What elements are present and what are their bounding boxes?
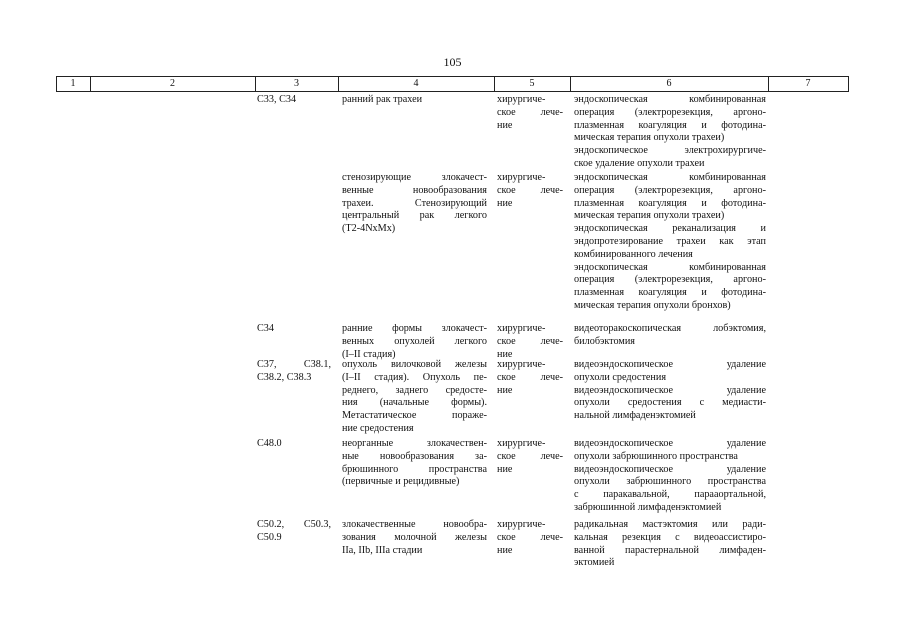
text-line: забрюшинной лимфаденэктомией xyxy=(574,501,722,513)
text-line: ское лече- xyxy=(497,184,563,196)
text-line: эндоскопическая комбинированная xyxy=(574,261,766,273)
text-line: C50.2, C50.3, xyxy=(257,519,331,530)
method-cell xyxy=(574,323,766,349)
text-line: (I–II стадия). Опухоль пе- xyxy=(342,371,487,383)
text-line: хирургиче- xyxy=(497,438,546,449)
text-line: опухоли забрюшинного пространства xyxy=(574,450,738,462)
text-line: кальная резекция с видеоассистиро- xyxy=(574,531,766,543)
column-header-7: 7 xyxy=(805,78,811,89)
text-line: ское лече- xyxy=(497,371,563,383)
text-line: (I–II стадия) xyxy=(342,348,396,360)
treatment-cell xyxy=(497,172,563,210)
text-line: операция (электрорезекция, аргоно- xyxy=(574,184,766,196)
text-line: комбинированного лечения xyxy=(574,248,693,260)
treatment-cell xyxy=(497,438,563,476)
column-header-2: 2 xyxy=(170,78,175,89)
text-line: опухоль вилочковой железы xyxy=(342,359,487,370)
code-cell xyxy=(257,519,331,545)
text-line: ское лече- xyxy=(497,106,563,118)
treatment-cell xyxy=(497,519,563,557)
table-header-divider xyxy=(848,76,849,92)
text-line: эктомией xyxy=(574,557,615,569)
text-line: C37, C38.1, xyxy=(257,359,331,370)
text-line: эндоскопическая комбинированная xyxy=(574,94,766,105)
text-line: радикальная мастэктомия или ради- xyxy=(574,519,766,530)
text-line: видеоэндоскопическое удаление xyxy=(574,359,766,370)
text-line: реднего, заднего средосте- xyxy=(342,384,487,396)
text-line: центральный рак легкого xyxy=(342,210,487,222)
text-line: ванной парастернальной лимфаден- xyxy=(574,544,766,556)
text-line: видеоторакоскопическая лобэктомия, xyxy=(574,323,766,334)
column-header-6: 6 xyxy=(666,78,672,89)
text-line: ние xyxy=(497,119,513,131)
text-line: плазменная коагуляция и фотодина- xyxy=(574,119,766,131)
model-cell xyxy=(342,359,487,436)
column-header-5: 5 xyxy=(529,78,535,89)
text-line: опухоли средостения с медиасти- xyxy=(574,397,766,409)
text-line: мическая терапия опухоли трахеи) xyxy=(574,132,725,144)
text-line: ранний рак трахеи xyxy=(342,94,423,105)
text-line: хирургиче- xyxy=(497,94,546,105)
text-line: плазменная коагуляция и фотодина- xyxy=(574,287,766,299)
column-header-4: 4 xyxy=(413,78,419,89)
text-line: видеоэндоскопическое удаление xyxy=(574,384,766,396)
text-line: эндоскопическая реканализация и xyxy=(574,223,766,235)
text-line: ние xyxy=(497,197,513,209)
text-line: ние xyxy=(497,348,513,360)
text-line: мическая терапия опухоли бронхов) xyxy=(574,299,731,311)
table-header-top-rule xyxy=(56,76,849,77)
text-line: зования молочной железы xyxy=(342,531,487,543)
text-line: ние средостения xyxy=(342,422,414,434)
text-line: венных опухолей легкого xyxy=(342,335,487,347)
text-line: эндопротезирование трахеи как этап xyxy=(574,235,766,247)
text-line: брюшинного пространства xyxy=(342,463,487,475)
text-line: ское лече- xyxy=(497,531,563,543)
column-header-1: 1 xyxy=(70,78,76,89)
text-line: ранние формы злокачест- xyxy=(342,323,487,334)
column-header-3: 3 xyxy=(294,78,299,89)
text-line: ское удаление опухоли трахеи xyxy=(574,157,705,169)
text-line: IIa, IIb, IIIa стадии xyxy=(342,544,423,556)
text-line: ское лече- xyxy=(497,450,563,462)
method-cell xyxy=(574,438,766,515)
text-line: хирургиче- xyxy=(497,323,546,334)
treatment-cell xyxy=(497,323,563,361)
method-cell xyxy=(574,359,766,423)
model-cell xyxy=(342,438,487,489)
text-line: плазменная коагуляция и фотодина- xyxy=(574,197,766,209)
text-line: хирургиче- xyxy=(497,359,546,370)
table-header-bottom-rule xyxy=(56,91,849,92)
page-number: 105 xyxy=(443,55,462,69)
text-line: C50.9 xyxy=(257,531,282,543)
text-line: Метастатическое пораже- xyxy=(342,410,487,422)
model-cell xyxy=(342,94,487,107)
code-cell xyxy=(257,359,331,385)
text-line: ние xyxy=(497,544,513,556)
method-cell xyxy=(574,519,766,570)
text-line: хирургиче- xyxy=(497,519,546,530)
text-line: C33, C34 xyxy=(257,94,297,105)
text-line: трахеи. Стенозирующий xyxy=(342,197,487,209)
text-line: ское лече- xyxy=(497,335,563,347)
model-cell xyxy=(342,323,487,361)
text-line: ные новообразования за- xyxy=(342,450,487,462)
text-line: стенозирующие злокачест- xyxy=(342,172,487,183)
text-line: с паракавальной, парааортальной, xyxy=(574,489,766,501)
text-line: злокачественные новообра- xyxy=(342,519,487,530)
code-cell xyxy=(257,438,331,451)
text-line: ние xyxy=(497,463,513,475)
text-line: C38.2, C38.3 xyxy=(257,371,312,383)
text-line: неорганные злокачествен- xyxy=(342,438,487,449)
text-line: C34 xyxy=(257,323,274,334)
text-line: эндоскопическое электрохирургиче- xyxy=(574,145,766,157)
text-line: нальной лимфаденэктомией xyxy=(574,410,696,422)
text-line: билобэктомия xyxy=(574,335,635,347)
code-cell xyxy=(257,94,331,107)
treatment-cell xyxy=(497,94,563,132)
text-line: опухоли средостения xyxy=(574,371,667,383)
text-line: хирургиче- xyxy=(497,172,546,183)
model-cell xyxy=(342,172,487,236)
treatment-cell xyxy=(497,359,563,397)
text-line: операция (электрорезекция, аргоно- xyxy=(574,274,766,286)
text-line: мическая терапия опухоли трахеи) xyxy=(574,210,725,222)
text-line: ния (начальные формы). xyxy=(342,397,487,409)
text-line: (первичные и рецидивные) xyxy=(342,476,460,488)
model-cell xyxy=(342,519,487,557)
method-cell xyxy=(574,94,766,171)
text-line: операция (электрорезекция, аргоно- xyxy=(574,106,766,118)
text-line: опухоли забрюшинного пространства xyxy=(574,476,766,488)
text-line: эндоскопическая комбинированная xyxy=(574,172,766,183)
text-line: венные новообразования xyxy=(342,184,487,196)
code-cell xyxy=(257,323,331,336)
text-line: видеоэндоскопическое удаление xyxy=(574,463,766,475)
text-line: видеоэндоскопическое удаление xyxy=(574,438,766,449)
text-line: (T2-4NxMx) xyxy=(342,223,396,235)
method-cell xyxy=(574,172,766,313)
text-line: C48.0 xyxy=(257,438,282,449)
text-line: ние xyxy=(497,384,513,396)
